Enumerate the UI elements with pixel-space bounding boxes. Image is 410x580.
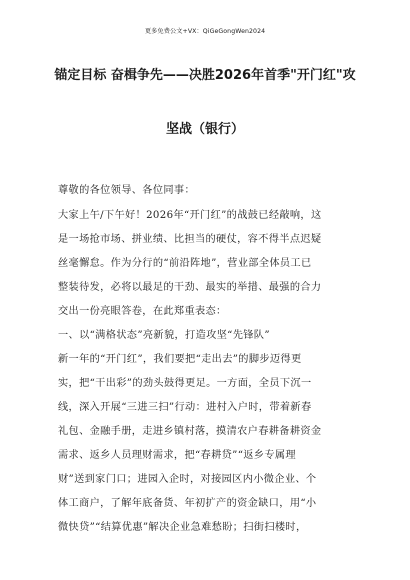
body-line: 需求、返乡人员理财需求，把“春耕贷”“返乡专属理 bbox=[58, 450, 296, 461]
body-line: 大家上午/下午好！2026年“开门红”的战鼓已经敲响，这 bbox=[58, 210, 322, 221]
body-line: 实，把“干出彩”的劲头鼓得更足。一方面，全员下沉一 bbox=[58, 378, 312, 389]
body-line: 财”送到家门口；进园入企时，对接园区内小微企业、个 bbox=[58, 474, 317, 485]
salutation: 尊敬的各位领导、各位同事： bbox=[58, 185, 195, 196]
body-line: 交出一份亮眼答卷，在此郑重表态： bbox=[58, 306, 227, 317]
body-line: 丝毫懈怠。作为分行的“前沿阵地”，营业部全体员工已 bbox=[58, 258, 312, 269]
body-line: 体工商户，了解年底备货、年初扩产的资金缺口，用“小 bbox=[58, 498, 317, 509]
body-line: 礼包、金融手册，走进乡镇村落，摸清农户春耕备耕资金 bbox=[58, 426, 322, 437]
body-line: 微快贷”“结算优惠”解决企业急难愁盼；扫街扫楼时， bbox=[58, 522, 307, 533]
body-line: 整装待发，必将以最足的干劲、最实的举措、最强的合力 bbox=[58, 282, 322, 293]
body-line: 新一年的“开门红”，我们要把“走出去”的脚步迈得更 bbox=[58, 354, 302, 365]
section-heading: 一、以“满格状态”亮新貌，打造攻坚“先锋队” bbox=[58, 330, 270, 341]
body-line: 是一场抢市场、拼业绩、比担当的硬仗，容不得半点迟疑 bbox=[58, 234, 322, 245]
header-note: 更多免费公文+VX：QiGeGongWen2024 bbox=[144, 28, 266, 35]
document-title-line-1: 锚定目标 奋楫争先——决胜2026年首季"开门红"攻 bbox=[54, 68, 356, 83]
body-line: 线，深入开展“三进三扫”行动：进村入户时，带着新春 bbox=[58, 402, 312, 413]
document-title-line-2: 坚战（银行） bbox=[165, 122, 244, 137]
